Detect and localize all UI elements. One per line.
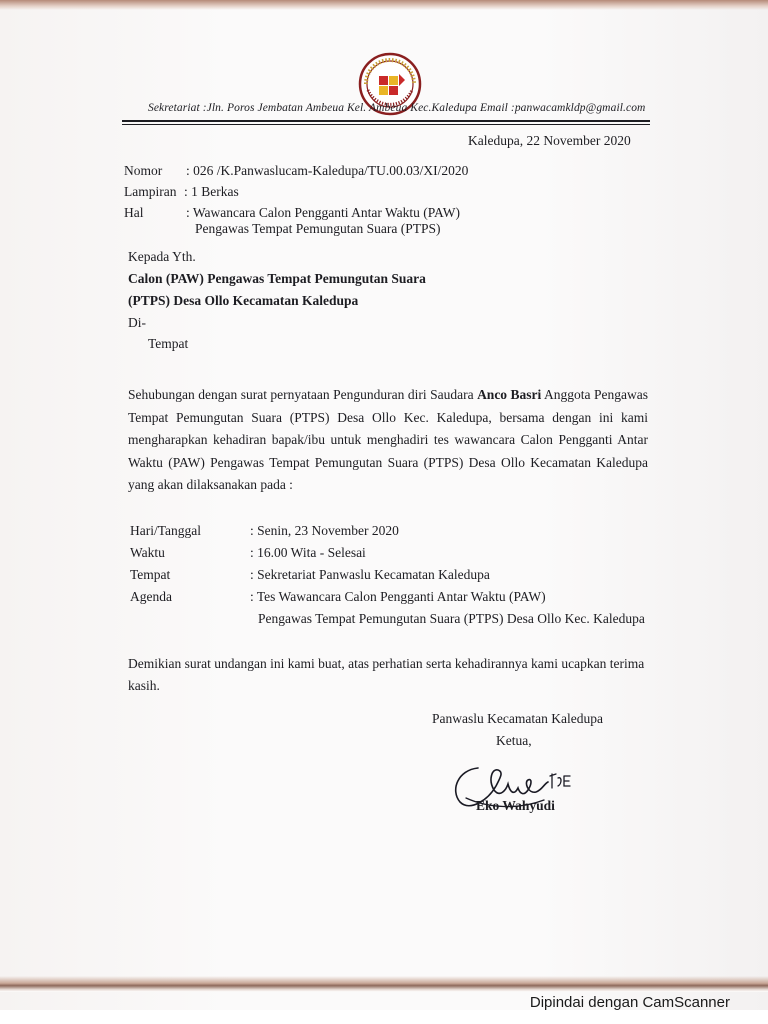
closing-line-1: Demikian surat undangan ini kami buat, atas perhatian serta kehadirannya kami ucapkan terima bbox=[128, 656, 645, 671]
body-line: mengharapkan kehadiran bapak/ibu untuk menghadiri tes wawancara Calon Pengganti Antar bbox=[128, 432, 648, 447]
agenda-value-2: Pengawas Tempat Pemungutan Suara (PTPS) Desa Ollo Kec. Kaledupa bbox=[258, 611, 645, 626]
letter-date: Kaledupa, 22 November 2020 bbox=[468, 133, 631, 148]
kepada-yth: Kepada Yth. bbox=[128, 249, 196, 264]
recipient-name-1: Calon (PAW) Pengawas Tempat Pemungutan Suara bbox=[128, 271, 426, 286]
hari-value: : Senin, 23 November 2020 bbox=[250, 523, 399, 538]
signature-title: Ketua, bbox=[496, 733, 532, 748]
closing-line-2: kasih. bbox=[128, 678, 160, 693]
recipient-name-2: (PTPS) Desa Ollo Kecamatan Kaledupa bbox=[128, 293, 359, 308]
nomor-value: : 026 /K.Panwaslucam-Kaledupa/TU.00.03/XI/2020 bbox=[186, 163, 469, 178]
waktu-label: Waktu bbox=[130, 545, 165, 560]
letterhead-rule bbox=[122, 120, 650, 122]
hal-value-1: : Wawancara Calon Pengganti Antar Waktu (PAW) bbox=[186, 205, 460, 220]
lampiran-label: Lampiran bbox=[124, 184, 177, 199]
camscanner-watermark: Dipindai dengan CamScanner bbox=[529, 994, 730, 1011]
body-line: Sehubungan dengan surat pernyataan Pengunduran diri Saudara Anco Basri Anggota Pengawas bbox=[128, 387, 649, 402]
agenda-label: Agenda bbox=[130, 589, 172, 604]
lampiran-value: : 1 Berkas bbox=[184, 184, 239, 199]
body-line: Waktu (PAW) Pengawas Tempat Pemungutan Suara (PTPS) Desa Ollo Kecamatan Kaledupa bbox=[128, 454, 648, 470]
letterhead-rule-thin bbox=[122, 124, 650, 125]
hari-label: Hari/Tanggal bbox=[130, 523, 202, 538]
body-paragraph bbox=[128, 384, 648, 497]
waktu-value: : 16.00 Wita - Selesai bbox=[250, 545, 366, 560]
tempat-value: : Sekretariat Panwaslu Kecamatan Kaledupa bbox=[250, 567, 490, 582]
hal-value-2: Pengawas Tempat Pemungutan Suara (PTPS) bbox=[195, 221, 441, 236]
body-line: yang akan dilaksanakan pada : bbox=[128, 477, 293, 492]
recipient-tempat: Tempat bbox=[148, 336, 189, 351]
agenda-value-1: : Tes Wawancara Calon Pengganti Antar Waktu (PAW) bbox=[250, 589, 546, 604]
tempat-label: Tempat bbox=[130, 567, 171, 582]
page-edge-top bbox=[0, 0, 768, 10]
body-line: Tempat Pemungutan Suara (PTPS) Desa Ollo Kec. Kaledupa, bersama dengan ini kami bbox=[128, 409, 648, 425]
page-edge-bottom bbox=[0, 976, 768, 992]
person-name: Anco Basri bbox=[477, 387, 542, 402]
hal-label: Hal bbox=[124, 205, 144, 220]
secretariat-address: Sekretariat :Jln. Poros Jembatan Ambeua Kel. Ambeua Kec.Kaledupa Email :panwacamkldp@gmail.com bbox=[148, 102, 646, 114]
signature-org: Panwaslu Kecamatan Kaledupa bbox=[432, 711, 603, 726]
signature-name: Eko Wahyudi bbox=[476, 798, 555, 813]
recipient-di: Di- bbox=[128, 315, 146, 330]
nomor-label: Nomor bbox=[124, 163, 163, 178]
